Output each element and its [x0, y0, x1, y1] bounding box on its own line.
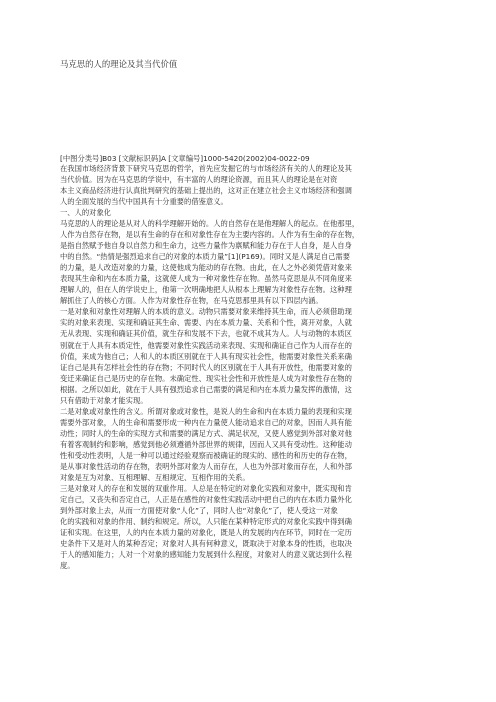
body-line: 解抓住了人的核心方面。人作为对象性存在物，在马克思那里具有以下四层内涵。	[60, 296, 323, 306]
body-line: 表现其生命和内在本质力量，这就使人成为一种对象性存在物。虽然马克思是从不同角度来	[60, 274, 352, 284]
body-line: 实的对象来表现、实现和确证其生命、需要、内在本质力量、关系和个性，离开对象，人就	[60, 318, 352, 328]
body-line: 证和实现。在这里，人的内在本质力量的对象化，既是人的发展的内在环节，同时在一定历	[60, 528, 352, 538]
body-text	[60, 163, 438, 571]
body-line: 当代价值。因为在马克思的学说中，有丰富的人的理论资源，而且其人的理论是在对资	[60, 175, 338, 185]
body-line: 一、人的对象化	[60, 208, 112, 218]
body-line: 中的自然。“热情是强烈追求自己的对象的本质力量”[1](P169)。同时又是人满足自己需要	[60, 252, 351, 262]
body-line: 本主义商品经济进行认真批判研究的基础上提出的，这对正在建立社会主义市场经济和强调	[60, 186, 352, 196]
body-line: 对象是互为对象、互相理解、互相规定、互相作用的关系。	[60, 472, 250, 482]
body-line: 是指自然赋予他自身以自然力和生命力，这些力量作为禀赋和能力存在于人自身，是人自身	[60, 241, 352, 251]
body-line: 人的全面发展的当代中国具有十分重要的借鉴意义。	[60, 197, 228, 207]
body-line: 理解人的，但在人的学说史上，他第一次明确地把人从根本上理解为对象性存在物。这种理	[60, 285, 352, 295]
classification-line: [中图分类号]B03 [文献标识码]A [文章编号]1000-5420(2002)04-0022-09	[60, 154, 310, 163]
body-line: 无从表现、实现和确证其价值，就生存和发展不下去，也就不成其为人。人与动物的本质区	[60, 329, 352, 339]
body-line: 需要外部对象，人的生命和需要形成一种内在力量使人能动追求自己的对象，因而人具有能	[60, 417, 352, 427]
body-line: 证自己是具有怎样社会性的存在物；不同时代人的区别就在于人具有开放性，他需要对象的	[60, 362, 352, 372]
body-line: 动性；同时人的生命的实现方式和需要的满足方式、满足状况，又使人感觉到外部对象对他	[60, 428, 352, 438]
body-line: 性和受动性表明，人是一种可以通过经验观察而被确证的现实的、感性的和历史的存在物，	[60, 450, 352, 460]
body-line: 只有借助于对象才能实现。	[60, 395, 148, 405]
body-line: 到外部对象上去，从而一方面使对象“人化”了，同时人也“对象化”了，使人受这一对象	[60, 505, 338, 515]
body-line: 的力量，是人改造对象的力量，这使他成为能动的存在物。由此，在人之外必须凭借对象来	[60, 263, 352, 273]
body-line: 有着客观制约和影响，感觉到他必须遵循外部世界的规律，因而人又具有受动性。这种能动	[60, 439, 352, 449]
body-line: 在我国市场经济背景下研究马克思的哲学，首先应发掘它的与市场经济有关的人的理论及其	[60, 164, 352, 173]
body-line: 二是对象或对象性的含义。所谓对象或对象性，是说人的生命和内在本质力量的表现和实现	[60, 406, 352, 416]
body-line: 根据。之所以如此，就在于人具有强烈追求自己需要的满足和内在本质力量发挥的激情，这	[60, 384, 352, 394]
body-line: 价值，来成为他自己；人和人的本质区别就在于人具有现实社会性，他需要对象性关系来确	[60, 351, 352, 361]
body-line: 三是对象对人的存在和发展的双重作用。人总是在特定的对象化实践和对象中，既实现和肯	[60, 483, 352, 493]
body-line: 化的实践和对象的作用、制约和规定。所以，人只能在某种特定形式的对象化实践中得到确	[60, 517, 352, 526]
body-line: 定自己，又丧失和否定自己，人正是在感性的对象性实践活动中把自己的内在本质力量外化	[60, 494, 352, 504]
body-line: 史条件下又是对人的某种否定；对象对人具有何种意义，既取决于对象本身的性质，也取决	[60, 539, 352, 549]
body-line: 是从事对象性活动的存在物，表明外部对象为人而存在，人也为外部对象而存在，人和外部	[60, 461, 352, 471]
body-line: 马克思的人的理论是从对人的科学理解开始的。人的自然存在是他理解人的起点。在他那里，	[60, 219, 360, 229]
body-line: 度。	[60, 561, 75, 571]
body-line: 一是对象和对象性对理解人的本质的意义。动物只需要对象来维持其生命，而人必须借助现	[60, 307, 352, 317]
body-line: 于人的感知能力；人对一个对象的感知能力发展到什么程度，对象对人的意义就达到什么程	[60, 550, 352, 560]
body-line: 变迁来确证自己是历史的存在物。未确定性、现实社会性和开放性是人成为对象性存在物的	[60, 373, 352, 383]
body-line: 人作为自然存在物，是以有生命的存在和对象性存在为主要内容的。人作为有生命的存在物，	[60, 230, 360, 240]
body-line: 别就在于人具有本质定性，他需要对象性实践活动来表现、实现和确证自己作为人而存在的	[60, 340, 352, 350]
document-title: 马克思的人的理论及其当代价值	[60, 59, 178, 69]
